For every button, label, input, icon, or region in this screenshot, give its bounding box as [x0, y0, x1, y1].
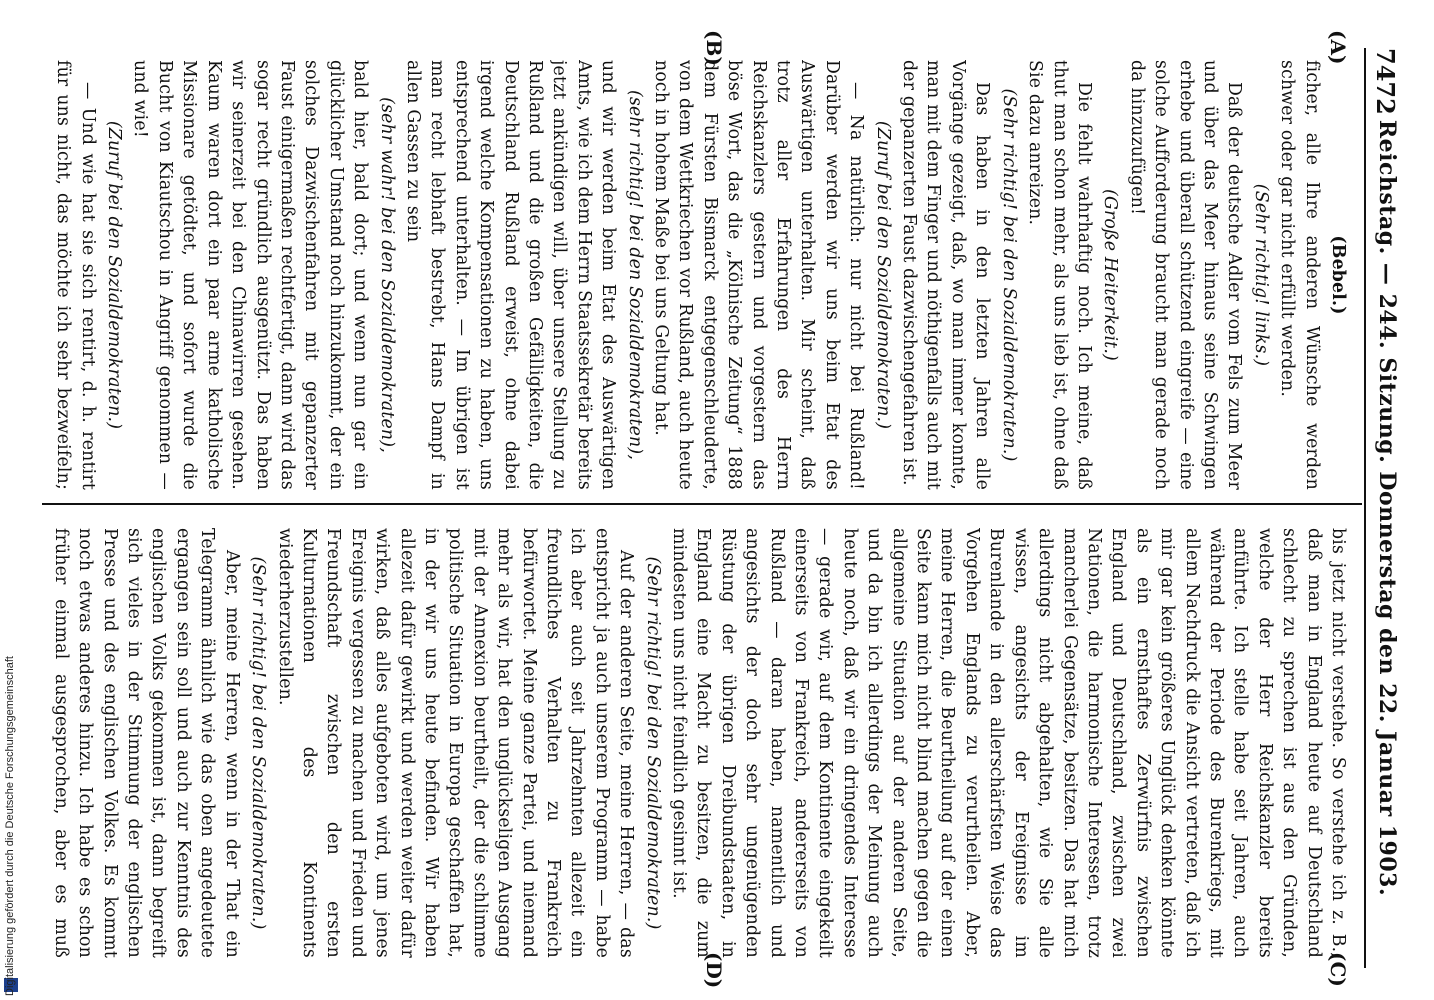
paragraph: Die fehlt wahrhaftig noch. Ich meine, daß thut man schon mehr, als uns lieb ist, ohne daß Sie dazu anreizen.: [1025, 60, 1094, 490]
interjection: (sehr richtig! bei den Sozialdemokraten),: [624, 89, 645, 461]
column-divider: [42, 503, 1362, 505]
speaker-name: (Bebel.): [1328, 235, 1348, 315]
running-title: Reichstag. — 244. Sitzung. Donnerstag den 22. Januar 1903.: [1374, 119, 1400, 897]
page-header: [1364, 48, 1406, 968]
paragraph: und wir werden beim Etat des Auswärtigen Amts, wie ich dem Herrn Staatssekretär bereits jetzt ankündigen will, über unsere Stellung zu Rußland und die großen Gefälligkeiten, die Deutschland Rußland erweist, ohne dabei irgend welche Kompensationen zu haben, uns entsprechend unterhalten. — Im übrigen ist man recht lebhaft bestrebt, Hans Dampf in allen Gassen zu sein: [402, 60, 619, 490]
interjection: (Zuruf bei den Sozialdemokraten.): [104, 120, 125, 430]
paragraph: bald hier, bald dort; und wenn nun gar ein glücklicher Umstand noch hinzukommt, der ein solches Dazwischenfahren mit gepanzerter Faust einigermaßen rechtfertigt, dann wird das sogar recht gründlich ausgenützt. Das haben wir seinerzeit bei den Chinawirren gesehen. Kaum waren dort ein paar arme katholische Missionare getödtet, und sofort wurde die Bucht von Kiautschou in Angriff genommen — und wie!: [130, 60, 371, 490]
interjection: (Sehr richtig! bei den Sozialdemokraten.): [642, 556, 663, 930]
interjection: (Zuruf bei den Sozialdemokraten.): [872, 120, 893, 430]
paragraph: Das haben in den letzten Jahren alle Vorgänge gezeigt, daß, wo man immer konnte, man mit dem Finger und nöthigenfalls auch mit der gepanzerten Faust dazwischengefahren ist.: [899, 60, 993, 490]
margin-marker-d: (D): [702, 952, 726, 989]
paragraph: — Und wie hat sie sich rentirt, d. h. rentirt für uns nicht, das möchte ich sehr bezweifeln;: [53, 60, 98, 490]
paragraph: Aber, meine Herren, wenn in der That ein Telegramm ähnlich wie das oben angedeutete ergangen sein soll und auch zur Kenntnis des englischen Volks gekommen ist, dann begreift sich vieles in der Stimmung der englischen Presse und des englischen Volkes. Es kommt noch etwas anderes hinzu. Ich habe es schon früher einmal ausgesprochen, aber es muß: [50, 528, 242, 958]
interjection: (Sehr richtig! bei den Sozialdemokraten.): [998, 88, 1019, 462]
page-number: 7472: [1371, 48, 1400, 115]
interjection: (sehr wahr! bei den Sozialdemokraten),: [376, 97, 397, 453]
paragraph: Daß der deutsche Adler vom Fels zum Meer und über das Meer hinaus seine Schwingen erhebe und überall schützend eingreife — eine solche Aufforderung braucht man gerade noch da hinzuzufügen!: [1126, 60, 1245, 490]
paragraph: Auf der anderen Seite, meine Herren, — das entspricht ja auch unserem Programm — habe ich aber auch seit Jahrzehnten allezeit ein freundliches Verhalten zu Frankreich befürwortet. Meine ganze Partei, und niemand mehr als wir, hat den unglückseligen Ausgang mit der Annexion beurtheilt, der die schlimme politische Situation in Europa geschaffen hat, in der wir uns heute befinden. Wir haben allezeit dafür gewirkt und werden weiter dafür wirken, daß alles aufgeboten wird, um jenes Ereignis vergessen zu machen und Frieden und Freundschaft zwischen den ersten Kulturnationen des Kontinents wiederherzustellen.: [274, 528, 637, 958]
left-text-column: [50, 60, 1350, 490]
interjection: (Sehr richtig! links.): [1250, 183, 1271, 367]
margin-marker-c: (C): [1326, 952, 1350, 987]
paragraph: ficher, alle Ihre anderen Wünsche werden schwer oder gar nicht erfüllt werden.: [1277, 60, 1322, 490]
paragraph: — Na natürlich: nur nicht bei Rußland! Darüber werden wir uns beim Etat des Auswärtigen unterhalten. Mir scheint, daß trotz aller Erfahrungen des Herrn Reichskanzlers gestern und vorgestern das böse Wort, das die „Kölnische Zeitung“ 1888 dem Fürsten Bismarck entgegenschleuderte, von dem Wettkriechen vor Rußland, auch heute noch in hohem Maße bei uns Geltung hat.: [651, 60, 867, 490]
digitization-credit-text: Digitalisierung gefördert durch die Deutsche Forschungsgemeinschaft: [4, 656, 16, 996]
margin-marker-b: (B): [702, 30, 726, 66]
margin-marker-a: (A): [1326, 30, 1350, 65]
digitization-credit: [2, 596, 22, 996]
paragraph: bis jetzt nicht verstehe. So verstehe ich z. B., daß man in England heute auf Deutschland schlecht zu sprechen ist aus den Gründen, welche der Herr Reichskanzler bereits anführte. Ich stelle habe seit Jahren, auch während der Periode des Burenkriegs, mit allem Nachdruck die Ansicht vertreten, daß ich mir gar kein größeres Unglück denken könnte als ein ernsthaftes Zerwürfnis zwischen England und Deutschland, zwischen zwei Nationen, die harmonische Interessen, trotz mancherlei Gegensätze, besitzen. Das hat mich allerdings nicht abgehalten, wie Sie alle wissen, angesichts der Ereignisse im Burenlande in den allerschärfsten Weise das Vorgehen Englands zu verurtheilen. Aber, meine Herren, die Beurtheilung auf der einen Seite kann mich nicht blind machen gegen die allgemeine Situation auf der anderen Seite, und da bin ich allerdings der Meinung auch heute noch, daß wir ein dringendes Interesse — gerade wir, auf dem Kontinente eingekeilt einerseits von Frankreich, andererseits von Rußland — daran haben, namentlich und angesichts der doch sehr ungenügenden Rüstung der übrigen Dreibundstaaten, in England eine Macht zu besitzen, die zum mindesten uns nicht feindlich gesinnt ist.: [669, 528, 1348, 958]
interjection: (Große Heiterkeit.): [1100, 189, 1121, 361]
interjection: (Sehr richtig! bei den Sozialdemokraten.): [248, 556, 269, 930]
right-text-column: [50, 528, 1350, 958]
